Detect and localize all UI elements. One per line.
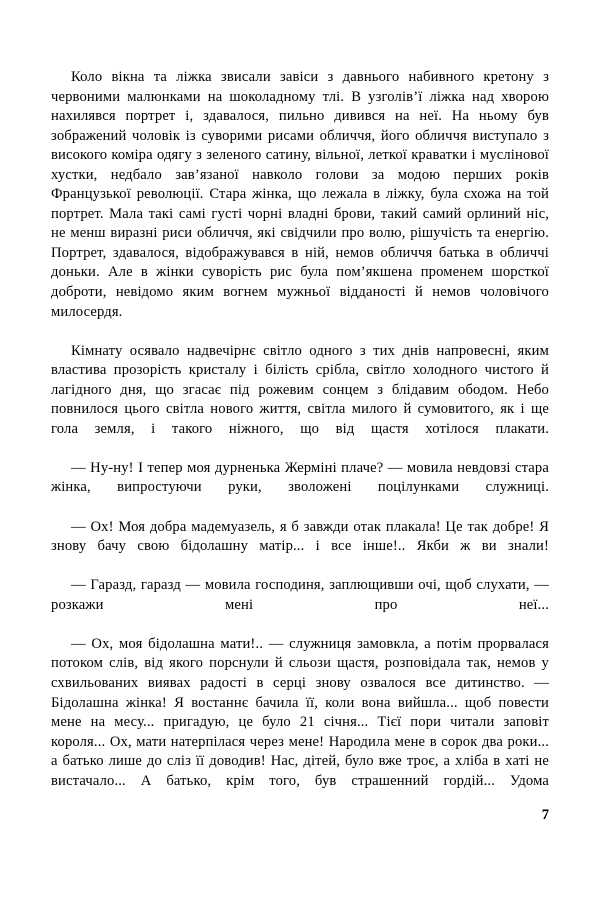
paragraph: — Ох! Моя добра мадемуазель, я б завжди отак плакала! Це так добре! Я знову бачу свою бідолашну матір... і все інше!.. Якби ж ви знали! bbox=[51, 518, 549, 555]
paragraph: — Гаразд, гаразд — мовила господиня, заплющивши очі, щоб слухати, — розкажи мені про неї... bbox=[51, 577, 549, 613]
paragraph: Кімнату осявало надвечірнє світло одного з тих днів напровесні, яким властива прозорість кристалу і білість срібла, світло холодного чистого й лагідного дня, що згасає під рожевим сонцем з блідавим ободом. Небо повнилося цього світла нового життя, світла милого й сумовитого, як і ще гола земля, і такого ніжного, що від щастя хотілося плакати. bbox=[51, 342, 549, 437]
paragraph: — Ну-ну! І тепер моя дурненька Жерміні плаче? — мовила невдовзі стара жінка, випростуючи руки, зволожені поцілунками служниці. bbox=[51, 459, 549, 496]
paragraph: Коло вікна та ліжка звисали завіси з давнього набивного кретону з червоними малюнками на шоколадному тлі. В узголів’ї ліжка над хворою нахилявся портрет і, здавалося, пильно дивився на неї. На ньому був зображений чоловік із суворими рисами обличчя, його обличчя виступало з високого коміра одягу з зеленого сатину, вільної, леткої краватки і муслінової хустки, недбало зав’язаної навколо голови за модою перших років Французької революції. Стара жінка, що лежала в ліжку, була схожа на той портрет. Мала такі самі густі чорні владні брови, такий самий орлиний ніс, не менш виразні риси обличчя, які свідчили про волю, рішучість та енергію. Портрет, здавалося, відображувався в ній, немов обличчя батька в обличчі доньки. Але в жінки суворість рис була пом’якшена променем шорсткої доброти, невідомо яким вогнем мужньої відданості й немов чоловічого милосердя. bbox=[51, 69, 549, 320]
page-number: 7 bbox=[541, 807, 549, 823]
paragraph: — Ох, моя бідолашна мати!.. — служниця замовкла, а потім прорвалася потоком слів, від якого порснули й сльози щастя, розповідала так, немов у схвильованих виявах радості в серці знову озвалося все дитинство. — Бідолашна жінка! Я востаннє бачила її, коли вона вийшла... щоб повести мене на месу... пригадую, це було 21 січня... Тієї пори читали заповіт короля... Ох, мати натерпілася через мене! Народила мене в сорок два роки... а батько лише до сліз її доводив! Нас, дітей, було вже троє, а хліба в хаті не вистачало... А батько, крім того, був страшенний гордій... Удома bbox=[51, 635, 549, 789]
page-text-body bbox=[51, 68, 549, 811]
